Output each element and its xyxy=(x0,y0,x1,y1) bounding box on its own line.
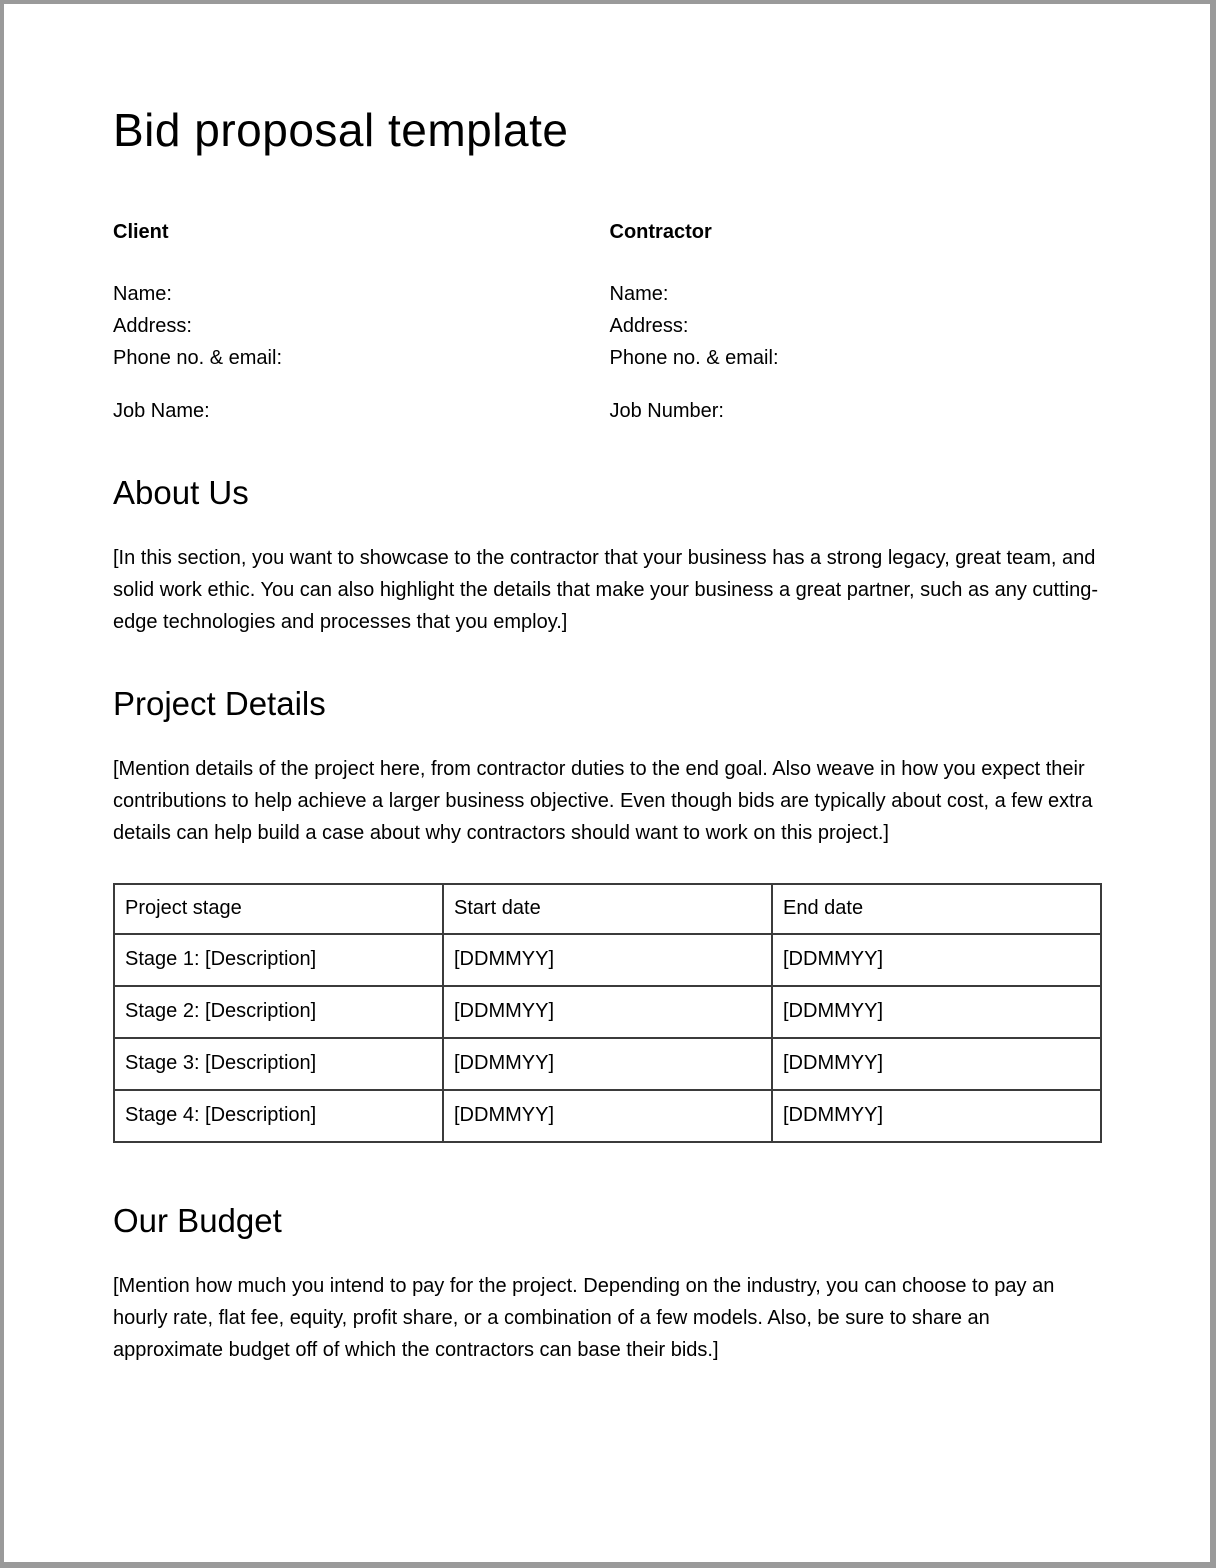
column-header-project-stage: Project stage xyxy=(114,884,443,934)
table-row xyxy=(114,1038,1101,1090)
project-details-heading: Project Details xyxy=(113,684,326,722)
contractor-phone-email-label: Phone no. & email: xyxy=(609,346,779,369)
project-schedule-table xyxy=(113,883,1102,1143)
start-date-cell: [DDMMYY] xyxy=(443,934,772,986)
document-title: Bid proposal template xyxy=(113,104,569,156)
client-heading: Client xyxy=(113,220,169,243)
client-address-label: Address: xyxy=(113,314,192,337)
contractor-fields xyxy=(610,278,1101,374)
contractor-name-label: Name: xyxy=(609,282,669,305)
about-us-body: [In this section, you want to showcase to the contractor that your business has a strong legacy, great team, and solid work ethic. You can also highlight the details that make your business a great partner, such as any cutting-edge technologies and processes that you employ.] xyxy=(113,546,1099,633)
table-row xyxy=(114,986,1101,1038)
stage-cell: Stage 3: [Description] xyxy=(114,1038,443,1090)
our-budget-body: [Mention how much you intend to pay for the project. Depending on the industry, you can choose to pay an hourly rate, flat fee, equity, profit share, or a combination of a few models. Also, be sure to share an approximate budget off of which the contractors can base their bids.] xyxy=(113,1274,1055,1361)
client-name-label: Name: xyxy=(113,282,172,305)
client-fields xyxy=(113,278,607,374)
contractor-block xyxy=(607,216,1101,427)
end-date-cell: [DDMMYY] xyxy=(772,986,1101,1038)
stage-cell: Stage 1: [Description] xyxy=(114,934,443,986)
about-us-heading: About Us xyxy=(113,473,249,511)
stage-cell: Stage 4: [Description] xyxy=(114,1090,443,1142)
job-number-label: Job Number: xyxy=(609,399,724,422)
start-date-cell: [DDMMYY] xyxy=(443,1038,772,1090)
contractor-address-label: Address: xyxy=(609,314,689,337)
document-content xyxy=(4,4,1210,1366)
table-row xyxy=(114,1090,1101,1142)
parties-section xyxy=(113,216,1100,427)
end-date-cell: [DDMMYY] xyxy=(772,1090,1101,1142)
end-date-cell: [DDMMYY] xyxy=(772,934,1101,986)
contractor-heading: Contractor xyxy=(609,220,712,243)
end-date-cell: [DDMMYY] xyxy=(772,1038,1101,1090)
start-date-cell: [DDMMYY] xyxy=(443,1090,772,1142)
column-header-start-date: Start date xyxy=(443,884,772,934)
table-header-row xyxy=(114,884,1101,934)
our-budget-heading: Our Budget xyxy=(113,1201,282,1239)
column-header-end-date: End date xyxy=(772,884,1101,934)
table-row xyxy=(114,934,1101,986)
client-phone-email-label: Phone no. & email: xyxy=(113,346,282,369)
stage-cell: Stage 2: [Description] xyxy=(114,986,443,1038)
client-block xyxy=(113,216,607,427)
project-details-body: [Mention details of the project here, from contractor duties to the end goal. Also weave in how you expect their contributions to help achieve a larger business objective. Even though bids are typically about cost, a few extra details can help build a case about why contractors should want to work on this project.] xyxy=(113,757,1093,844)
job-name-label: Job Name: xyxy=(113,399,210,422)
start-date-cell: [DDMMYY] xyxy=(443,986,772,1038)
